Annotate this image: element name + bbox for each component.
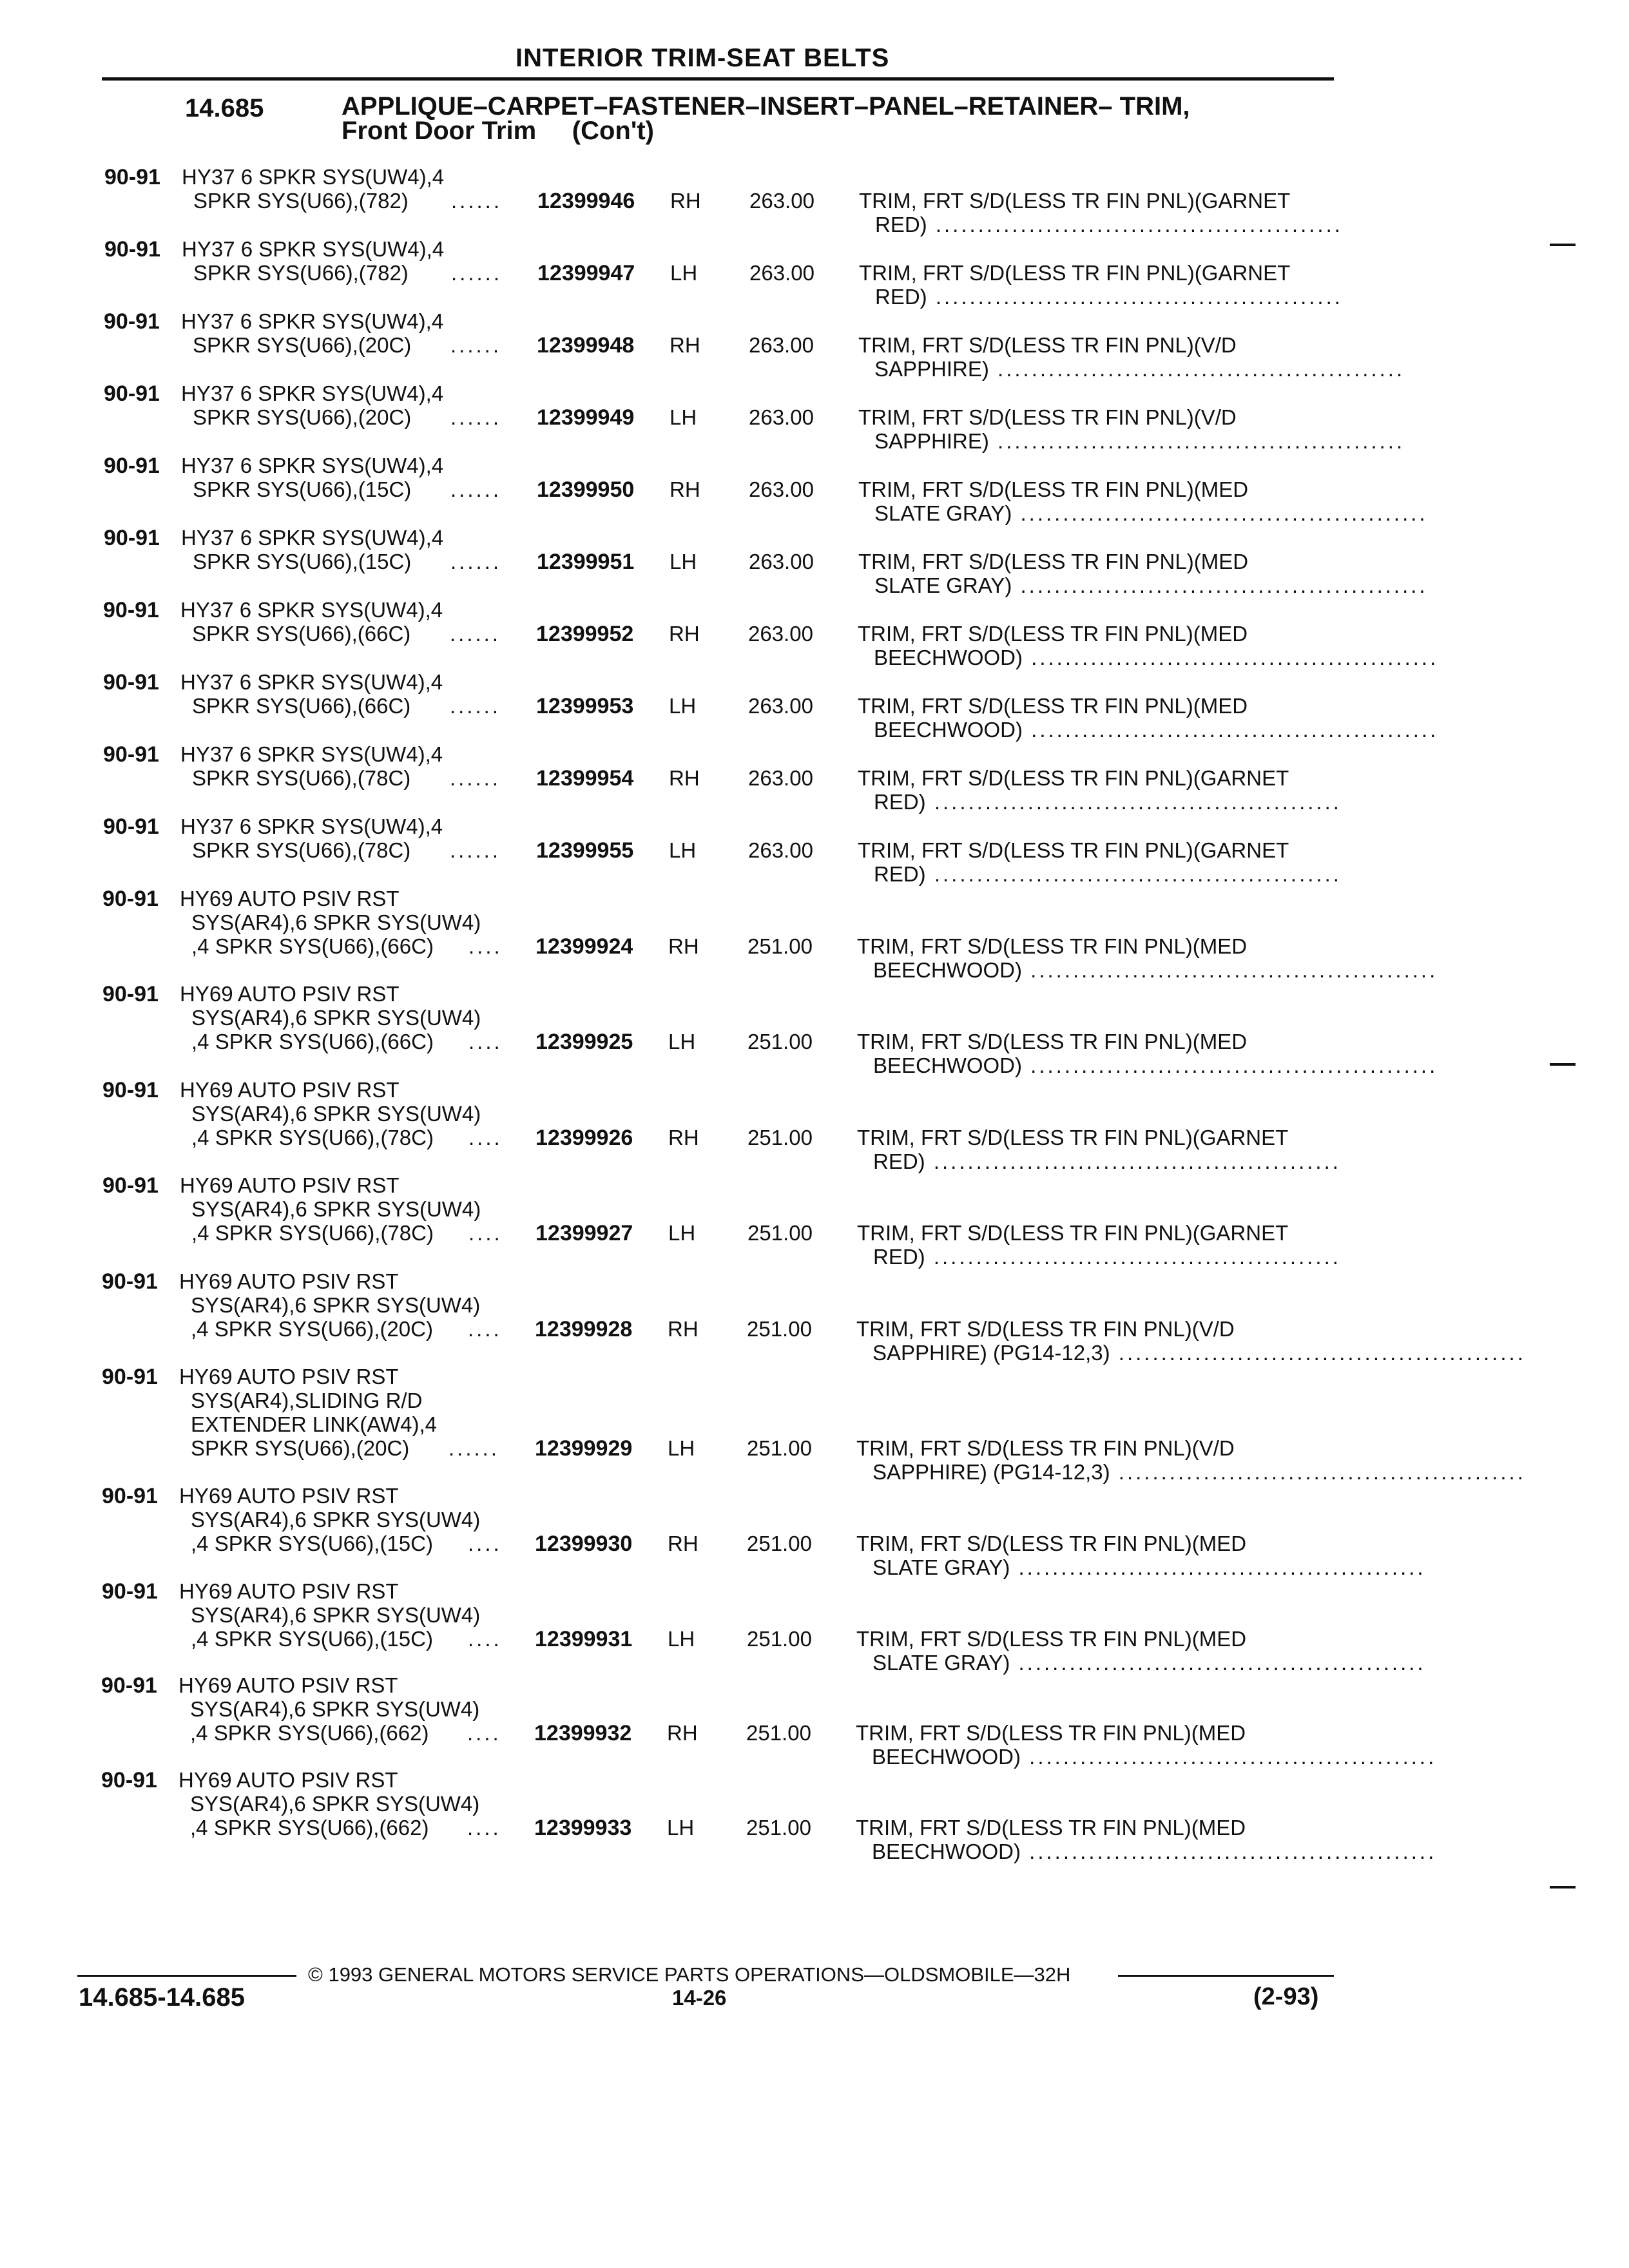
part-description-text: BEECHWOOD) — [872, 1745, 1021, 1769]
part-description-line1: TRIM, FRT S/D(LESS TR FIN PNL)(V/D — [856, 1317, 1235, 1341]
part-description-line1: TRIM, FRT S/D(LESS TR FIN PNL)(MED — [857, 1030, 1248, 1053]
entry-description: ,4 SPKR SYS(U66),(78C) — [191, 1126, 434, 1149]
part-description-line1: TRIM, FRT S/D(LESS TR FIN PNL)(MED — [856, 1816, 1246, 1840]
entry-description: SPKR SYS(U66),(20C) — [193, 333, 412, 357]
dot-leader: ...... — [451, 189, 503, 213]
part-description-line2 — [872, 1840, 1437, 1864]
part-description-line1: TRIM, FRT S/D(LESS TR FIN PNL)(V/D — [858, 333, 1237, 357]
dot-leader-fill: ................................................ — [925, 790, 1342, 814]
part-description-text: RED) — [874, 862, 926, 886]
part-description-line1: TRIM, FRT S/D(LESS TR FIN PNL)(MED — [856, 1721, 1246, 1745]
part-description-text: RED) — [873, 1149, 925, 1173]
dot-leader: ...... — [450, 550, 502, 573]
dot-leader-fill: ................................................ — [1023, 718, 1439, 742]
part-number: 12399932 — [534, 1721, 632, 1745]
entry-description: SYS(AR4),6 SPKR SYS(UW4) — [191, 1006, 481, 1030]
side-code: LH — [670, 550, 697, 573]
entry-description: SPKR SYS(U66),(782) — [193, 189, 409, 213]
part-number: 12399953 — [536, 694, 634, 718]
part-number: 12399948 — [537, 333, 635, 358]
dot-leader: .... — [468, 934, 503, 958]
side-code: RH — [667, 1721, 698, 1745]
footer-rule-left — [77, 1975, 296, 1977]
part-number: 12399925 — [535, 1030, 633, 1054]
part-description-line1: TRIM, FRT S/D(LESS TR FIN PNL)(GARNET — [858, 766, 1289, 790]
entry-description: SPKR SYS(U66),(15C) — [193, 550, 412, 573]
side-code: RH — [668, 934, 699, 958]
model-years: 90-91 — [104, 309, 160, 334]
part-number: 12399950 — [537, 477, 635, 502]
dot-leader-fill: ................................................ — [1010, 1555, 1426, 1579]
margin-mark — [1550, 1886, 1576, 1888]
part-description-text: SLATE GRAY) — [874, 501, 1012, 525]
part-description-line1: TRIM, FRT S/D(LESS TR FIN PNL)(GARNET — [858, 838, 1289, 862]
side-code: LH — [668, 1030, 696, 1053]
part-description-text: RED) — [874, 790, 926, 814]
model-years: 90-91 — [101, 1673, 157, 1698]
dot-leader: ...... — [451, 261, 503, 285]
price: 263.00 — [749, 477, 814, 501]
part-description-text: RED) — [875, 213, 927, 236]
dot-leader-fill: ................................................ — [925, 862, 1342, 886]
model-years: 90-91 — [102, 1173, 159, 1198]
price: 263.00 — [749, 333, 814, 357]
page-header-title: INTERIOR TRIM-SEAT BELTS — [516, 44, 890, 72]
model-years: 90-91 — [103, 670, 159, 695]
dot-leader: ...... — [450, 694, 501, 718]
entry-description: ,4 SPKR SYS(U66),(66C) — [191, 1030, 434, 1053]
side-code: RH — [670, 333, 700, 357]
dot-leader-fill: ................................................ — [1021, 1745, 1437, 1769]
dot-leader-fill: ................................................ — [988, 357, 1405, 381]
part-description-line2 — [875, 213, 1343, 237]
model-years: 90-91 — [103, 814, 159, 839]
part-description-text: SAPPHIRE) — [874, 429, 989, 453]
model-years: 90-91 — [103, 742, 159, 767]
price: 251.00 — [747, 1221, 813, 1245]
part-number: 12399954 — [536, 766, 634, 791]
part-description-text: BEECHWOOD) — [873, 958, 1022, 982]
price: 263.00 — [749, 189, 815, 213]
entry-description: SYS(AR4),6 SPKR SYS(UW4) — [191, 1508, 481, 1532]
entry-description: HY37 6 SPKR SYS(UW4),4 — [180, 814, 443, 838]
entry-description: HY37 6 SPKR SYS(UW4),4 — [181, 381, 444, 405]
model-years: 90-91 — [104, 381, 160, 406]
entry-description: SPKR SYS(U66),(20C) — [193, 405, 412, 429]
part-description-line1: TRIM, FRT S/D(LESS TR FIN PNL)(V/D — [858, 405, 1237, 429]
dot-leader: ...... — [450, 766, 501, 790]
entry-description: HY37 6 SPKR SYS(UW4),4 — [182, 165, 445, 189]
model-years: 90-91 — [104, 454, 160, 478]
entry-description: HY37 6 SPKR SYS(UW4),4 — [180, 742, 443, 766]
price: 251.00 — [747, 934, 813, 958]
part-description-line2 — [874, 718, 1439, 742]
part-description-line2 — [874, 646, 1439, 670]
price: 251.00 — [747, 1317, 812, 1341]
part-description-text: SLATE GRAY) — [872, 1555, 1010, 1579]
entry-description: SYS(AR4),SLIDING R/D — [191, 1389, 423, 1412]
dot-leader: .... — [468, 1317, 502, 1341]
price: 263.00 — [748, 838, 813, 862]
part-number: 12399947 — [537, 261, 635, 285]
part-description-line2 — [873, 1245, 1341, 1269]
side-code: LH — [668, 1221, 696, 1245]
side-code: LH — [670, 405, 697, 429]
part-number: 12399930 — [535, 1532, 633, 1556]
dot-leader-fill: ................................................ — [988, 429, 1405, 453]
entry-description: ,4 SPKR SYS(U66),(662) — [190, 1721, 429, 1745]
entry-description: SPKR SYS(U66),(20C) — [191, 1436, 410, 1460]
dot-leader: ...... — [450, 838, 501, 862]
part-description-text: BEECHWOOD) — [872, 1840, 1021, 1863]
part-description-line1: TRIM, FRT S/D(LESS TR FIN PNL)(V/D — [856, 1436, 1235, 1460]
side-code: LH — [667, 1816, 695, 1840]
section-title-block — [342, 94, 1347, 143]
part-description-text: BEECHWOOD) — [874, 646, 1023, 669]
model-years: 90-91 — [102, 982, 159, 1006]
part-number: 12399946 — [537, 189, 635, 213]
price: 251.00 — [747, 1126, 813, 1149]
part-description-line1: TRIM, FRT S/D(LESS TR FIN PNL)(MED — [856, 1627, 1247, 1651]
dot-leader-fill: ................................................ — [1023, 646, 1439, 669]
entry-description: HY69 AUTO PSIV RST — [179, 1365, 399, 1389]
entry-description: HY69 AUTO PSIV RST — [178, 1673, 398, 1697]
margin-mark — [1550, 1063, 1576, 1066]
dot-leader-fill: ................................................ — [925, 1245, 1341, 1269]
header-rule — [102, 77, 1334, 81]
footer-section-range: 14.685-14.685 — [79, 1983, 246, 2012]
dot-leader: ...... — [450, 405, 502, 429]
entry-description: HY37 6 SPKR SYS(UW4),4 — [180, 598, 443, 622]
part-description-line2 — [875, 285, 1343, 309]
part-number: 12399926 — [535, 1126, 633, 1150]
footer-copyright: © 1993 GENERAL MOTORS SERVICE PARTS OPERATIONS—OLDSMOBILE—32H — [308, 1963, 1071, 1986]
side-code: RH — [670, 477, 700, 501]
side-code: RH — [668, 1532, 699, 1555]
dot-leader-fill: ................................................ — [1022, 1053, 1438, 1077]
dot-leader-fill: ................................................ — [1010, 1651, 1426, 1675]
model-years: 90-91 — [104, 237, 160, 262]
part-number: 12399929 — [535, 1436, 633, 1461]
price: 251.00 — [747, 1532, 812, 1555]
part-description-line1: TRIM, FRT S/D(LESS TR FIN PNL)(GARNET — [859, 261, 1291, 285]
part-description-text: SAPPHIRE) — [874, 357, 989, 381]
dot-leader: .... — [468, 1532, 502, 1555]
side-code: LH — [668, 1436, 695, 1460]
entry-description: SPKR SYS(U66),(15C) — [193, 477, 412, 501]
part-description-line2 — [872, 1460, 1526, 1485]
part-number: 12399928 — [535, 1317, 633, 1341]
entry-description: HY69 AUTO PSIV RST — [180, 1078, 400, 1102]
part-description-text: BEECHWOOD) — [873, 1053, 1022, 1077]
entry-description: HY37 6 SPKR SYS(UW4),4 — [180, 670, 443, 694]
price: 251.00 — [746, 1721, 811, 1745]
part-description-text: SLATE GRAY) — [872, 1651, 1010, 1675]
part-description-text: BEECHWOOD) — [874, 718, 1023, 742]
price: 263.00 — [748, 622, 813, 646]
dot-leader-fill: ................................................ — [1110, 1460, 1526, 1484]
dot-leader-fill: ................................................ — [1110, 1341, 1526, 1365]
entry-description: HY37 6 SPKR SYS(UW4),4 — [182, 237, 445, 261]
entry-description: ,4 SPKR SYS(U66),(66C) — [191, 934, 434, 958]
side-code: LH — [669, 694, 697, 718]
entry-description: HY69 AUTO PSIV RST — [179, 1579, 399, 1603]
part-description-line2 — [873, 958, 1438, 983]
dot-leader: .... — [468, 1030, 503, 1053]
price: 263.00 — [748, 694, 813, 718]
price: 251.00 — [746, 1816, 811, 1840]
model-years: 90-91 — [101, 1768, 157, 1792]
part-number: 12399952 — [536, 622, 634, 646]
part-description-line2 — [873, 1053, 1438, 1078]
dot-leader: .... — [467, 1816, 501, 1840]
part-description-text: SAPPHIRE) (PG14-12,3) — [872, 1341, 1110, 1365]
part-description-line1: TRIM, FRT S/D(LESS TR FIN PNL)(GARNET — [857, 1221, 1289, 1245]
entry-description: SYS(AR4),6 SPKR SYS(UW4) — [191, 1102, 481, 1126]
entry-description: ,4 SPKR SYS(U66),(15C) — [191, 1627, 433, 1651]
footer-rule-right — [1118, 1975, 1334, 1977]
price: 251.00 — [747, 1436, 812, 1460]
margin-mark — [1550, 244, 1576, 246]
section-title: APPLIQUE–CARPET–FASTENER–INSERT–PANEL–RETAINER– TRIM, — [342, 92, 1190, 120]
price: 263.00 — [748, 766, 813, 790]
side-code: LH — [668, 1627, 695, 1651]
entry-description: SYS(AR4),6 SPKR SYS(UW4) — [191, 1603, 481, 1627]
entry-description: HY69 AUTO PSIV RST — [179, 1269, 399, 1293]
part-number: 12399949 — [537, 405, 635, 430]
dot-leader: .... — [468, 1221, 503, 1245]
entry-description: SPKR SYS(U66),(66C) — [192, 694, 411, 718]
dot-leader-fill: ................................................ — [927, 285, 1343, 309]
part-description-line2 — [872, 1651, 1426, 1675]
part-description-line1: TRIM, FRT S/D(LESS TR FIN PNL)(MED — [858, 694, 1248, 718]
part-number: 12399924 — [535, 934, 633, 959]
side-code: RH — [670, 189, 701, 213]
dot-leader-fill: ................................................ — [1021, 1840, 1437, 1863]
model-years: 90-91 — [104, 165, 160, 189]
entry-description: SPKR SYS(U66),(78C) — [192, 766, 411, 790]
dot-leader: .... — [468, 1627, 502, 1651]
part-description-line2 — [874, 790, 1342, 814]
part-description-line1: TRIM, FRT S/D(LESS TR FIN PNL)(MED — [856, 1532, 1247, 1555]
part-description-line2 — [874, 429, 1405, 454]
price: 263.00 — [749, 550, 814, 573]
entry-description: HY69 AUTO PSIV RST — [179, 1484, 399, 1508]
part-number: 12399955 — [536, 838, 634, 863]
entry-description: SYS(AR4),6 SPKR SYS(UW4) — [190, 1697, 480, 1721]
model-years: 90-91 — [102, 1484, 158, 1508]
entry-description: HY37 6 SPKR SYS(UW4),4 — [181, 309, 444, 333]
entry-description: SYS(AR4),6 SPKR SYS(UW4) — [190, 1792, 480, 1816]
part-description-line2 — [872, 1555, 1426, 1580]
section-number: 14.685 — [185, 94, 264, 122]
side-code: LH — [670, 261, 698, 285]
entry-description: HY37 6 SPKR SYS(UW4),4 — [181, 454, 444, 477]
part-description-line2 — [872, 1341, 1526, 1365]
entry-description: SPKR SYS(U66),(66C) — [192, 622, 411, 646]
entry-description: HY37 6 SPKR SYS(UW4),4 — [181, 526, 444, 550]
part-description-text: RED) — [873, 1245, 925, 1269]
part-description-line1: TRIM, FRT S/D(LESS TR FIN PNL)(MED — [858, 477, 1249, 501]
side-code: LH — [669, 838, 697, 862]
entry-description: HY69 AUTO PSIV RST — [180, 887, 400, 910]
part-number: 12399927 — [535, 1221, 633, 1245]
model-years: 90-91 — [102, 1269, 158, 1294]
dot-leader-fill: ................................................ — [1012, 573, 1428, 597]
part-description-line2 — [874, 862, 1342, 887]
price: 251.00 — [747, 1030, 813, 1053]
entry-description: SYS(AR4),6 SPKR SYS(UW4) — [191, 1293, 481, 1317]
entry-description: SYS(AR4),6 SPKR SYS(UW4) — [191, 910, 481, 934]
part-number: 12399933 — [534, 1816, 632, 1840]
side-code: RH — [668, 1317, 699, 1341]
model-years: 90-91 — [102, 1078, 159, 1102]
dot-leader-fill: ................................................ — [925, 1149, 1341, 1173]
entry-description: HY69 AUTO PSIV RST — [180, 982, 400, 1006]
side-code: RH — [669, 622, 700, 646]
model-years: 90-91 — [102, 1579, 158, 1604]
dot-leader: ...... — [450, 622, 501, 646]
model-years: 90-91 — [102, 887, 159, 911]
side-code: RH — [669, 766, 700, 790]
entry-description: ,4 SPKR SYS(U66),(78C) — [191, 1221, 434, 1245]
part-description-text: SLATE GRAY) — [874, 573, 1012, 597]
entry-description: HY69 AUTO PSIV RST — [180, 1173, 400, 1197]
dot-leader: ...... — [450, 333, 502, 357]
part-description-line1: TRIM, FRT S/D(LESS TR FIN PNL)(GARNET — [859, 189, 1291, 213]
part-description-line2 — [874, 573, 1428, 598]
dot-leader-fill: ................................................ — [1012, 501, 1428, 525]
part-description-line2 — [874, 357, 1405, 381]
entry-description: SPKR SYS(U66),(78C) — [192, 838, 411, 862]
model-years: 90-91 — [102, 1365, 158, 1389]
entry-description: EXTENDER LINK(AW4),4 — [191, 1412, 438, 1436]
part-description-line2 — [873, 1149, 1341, 1174]
entry-description: HY69 AUTO PSIV RST — [178, 1768, 398, 1792]
part-description-text: RED) — [875, 285, 927, 309]
part-number: 12399931 — [535, 1627, 633, 1651]
price: 251.00 — [747, 1627, 812, 1651]
dot-leader: ...... — [448, 1436, 500, 1460]
price: 263.00 — [749, 261, 815, 285]
entry-description: ,4 SPKR SYS(U66),(15C) — [191, 1532, 433, 1555]
dot-leader: .... — [468, 1126, 503, 1149]
section-subtitle: Front Door Trim (Con't) — [342, 117, 654, 145]
dot-leader-fill: ................................................ — [1022, 958, 1438, 982]
part-description-line1: TRIM, FRT S/D(LESS TR FIN PNL)(MED — [858, 622, 1248, 646]
entry-description: SPKR SYS(U66),(782) — [193, 261, 409, 285]
entry-description: ,4 SPKR SYS(U66),(20C) — [191, 1317, 433, 1341]
footer-revision-date: (2-93) — [1253, 1983, 1319, 2010]
entry-description: SYS(AR4),6 SPKR SYS(UW4) — [191, 1197, 481, 1221]
dot-leader: .... — [467, 1721, 501, 1745]
dot-leader: ...... — [450, 477, 502, 501]
side-code: RH — [668, 1126, 699, 1149]
dot-leader-fill: ................................................ — [927, 213, 1343, 236]
part-description-line1: TRIM, FRT S/D(LESS TR FIN PNL)(GARNET — [857, 1126, 1289, 1149]
part-description-line2 — [872, 1745, 1437, 1769]
model-years: 90-91 — [103, 598, 159, 622]
part-number: 12399951 — [537, 550, 635, 574]
part-description-line2 — [874, 501, 1428, 526]
part-description-line1: TRIM, FRT S/D(LESS TR FIN PNL)(MED — [857, 934, 1248, 958]
part-description-line1: TRIM, FRT S/D(LESS TR FIN PNL)(MED — [858, 550, 1249, 573]
part-description-text: SAPPHIRE) (PG14-12,3) — [872, 1460, 1110, 1484]
footer-page-number: 14-26 — [672, 1986, 727, 2010]
price: 263.00 — [749, 405, 814, 429]
entry-description: ,4 SPKR SYS(U66),(662) — [190, 1816, 429, 1840]
model-years: 90-91 — [104, 526, 160, 550]
